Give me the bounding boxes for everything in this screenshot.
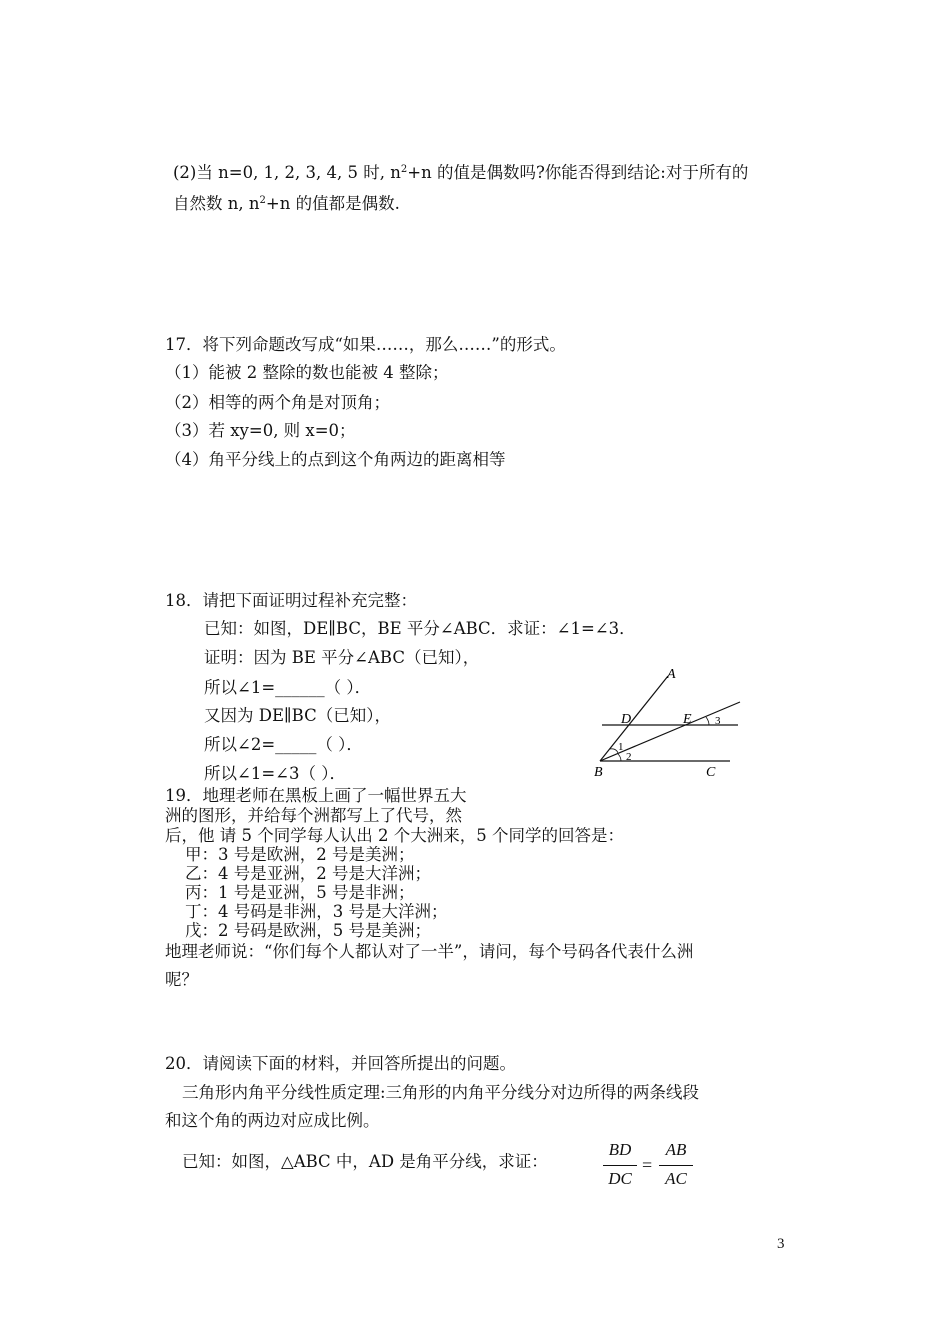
angle-arc-3 xyxy=(706,717,709,725)
q16-line-2: 自然数 n, $n^2+n$ 的值都是偶数. xyxy=(173,194,400,213)
q19-question-2: 呢？ xyxy=(165,970,198,989)
page-number: 3 xyxy=(777,1236,785,1252)
q18-proof-3: 又因为 DE∥BC（已知）， xyxy=(204,706,391,725)
label-e: E xyxy=(683,712,692,727)
label-c: C xyxy=(706,765,716,780)
fraction-ab-ac-bar xyxy=(659,1165,693,1166)
q18-proof-4: 所以∠2=_____（ ）． xyxy=(204,735,363,754)
fraction-bd-dc xyxy=(600,1140,640,1192)
q17-title: 17．将下列命题改写成“如果……，那么……”的形式。 xyxy=(165,335,566,354)
fraction-bd-dc-denominator: DC xyxy=(608,1169,632,1188)
q20-given: 已知：如图，△ABC 中，AD 是角平分线，求证： xyxy=(182,1152,548,1171)
q18-proof-5: 所以∠1=∠3（ ）． xyxy=(204,764,346,783)
q17-item-2: （2）相等的两个角是对顶角； xyxy=(165,393,390,412)
angle-label-3: 3 xyxy=(715,715,721,727)
q20-theorem-2: 和这个角的两边对应成比例。 xyxy=(165,1111,380,1130)
angle-label-2: 2 xyxy=(626,751,632,763)
q19-answer-ding: 丁：4 号码是非洲，3 号是大洋洲； xyxy=(185,902,448,921)
q18-title: 18．请把下面证明过程补充完整： xyxy=(165,591,417,610)
label-d: D xyxy=(621,712,632,727)
q19-line-2: 洲的图形，并给每个洲都写上了代号，然 xyxy=(165,806,462,825)
fraction-bd-dc-numerator: BD xyxy=(608,1140,632,1159)
angle-label-1: 1 xyxy=(618,741,624,753)
q20-theorem-1: 三角形内角平分线性质定理:三角形的内角平分线分对边所得的两条线段 xyxy=(182,1083,700,1102)
label-b: B xyxy=(594,765,603,780)
q18-given: 已知：如图，DE∥BC，BE 平分∠ABC．求证：∠1=∠3． xyxy=(204,619,636,638)
q17-item-3: （3）若 xy=0, 则 x=0； xyxy=(165,421,356,440)
q19-answer-yi: 乙：4 号是亚洲，2 号是大洋洲； xyxy=(185,864,431,883)
q18-proof-1: 证明：因为 BE 平分∠ABC（已知）， xyxy=(204,648,480,667)
fraction-ab-ac-denominator: AC xyxy=(665,1169,687,1188)
fraction-ab-ac xyxy=(656,1140,696,1192)
q19-answer-jia: 甲：3 号是欧洲，2 号是美洲； xyxy=(185,845,415,864)
angle-arc-1 xyxy=(610,749,618,753)
q17-item-1: （1）能被 2 整除的数也能被 4 整除； xyxy=(165,363,449,382)
q19-answer-wu: 戊：2 号码是欧洲，5 号是美洲； xyxy=(185,921,431,940)
q19-question-1: 地理老师说：“你们每个人都认对了一半”，请问，每个号码各代表什么洲 xyxy=(165,942,694,961)
q20-title: 20．请阅读下面的材料，并回答所提出的问题。 xyxy=(165,1054,516,1073)
q18-geometry-figure xyxy=(590,664,750,784)
fraction-bd-dc-bar xyxy=(603,1165,637,1166)
q19-answer-bing: 丙：1 号是亚洲，5 号是非洲； xyxy=(185,883,415,902)
angle-arc-2 xyxy=(618,754,621,761)
fraction-ab-ac-numerator: AB xyxy=(665,1140,687,1159)
equals-sign: = xyxy=(642,1155,653,1175)
q16-line-1: (2)当 n=0, 1, 2, 3, 4, 5 时, $n^2+n$ 的值是偶数吗?你能否得到结论:对于所有的 xyxy=(173,163,749,182)
q17-item-4: （4）角平分线上的点到这个角两边的距离相等 xyxy=(165,450,506,469)
q19-line-3: 后，他 请 5 个同学每人认出 2 个大洲来，5 个同学的回答是： xyxy=(165,826,624,845)
label-a: A xyxy=(667,667,676,682)
q19-line-1: 19．地理老师在黑板上画了一幅世界五大 xyxy=(165,786,467,805)
q18-proof-2: 所以∠1=______（ ）． xyxy=(204,678,372,697)
line-ba xyxy=(600,676,668,761)
